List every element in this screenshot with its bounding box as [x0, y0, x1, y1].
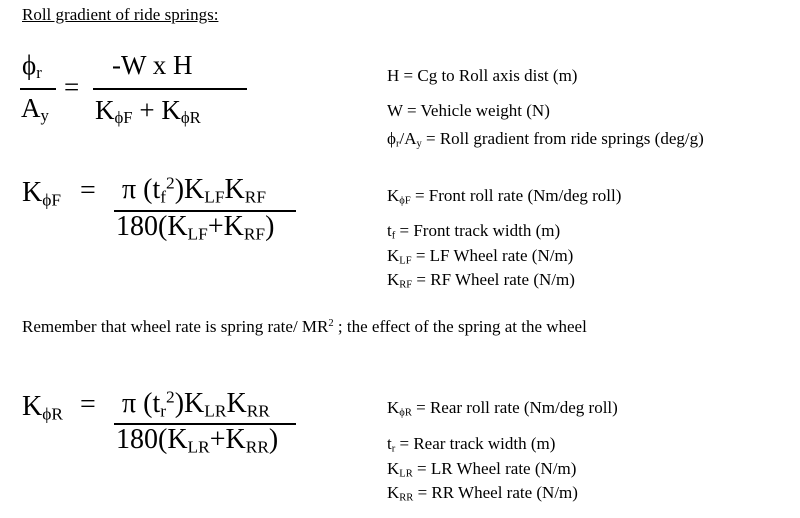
- rhs-numerator: -W x H: [112, 50, 193, 80]
- lhs-fraction-bar: [20, 88, 56, 90]
- numerator: π $(t_f^2)K_{LF}K_{RF}$: [122, 173, 266, 207]
- legend-item: H = Cg to Roll axis dist (m): [387, 66, 578, 85]
- section-heading: Roll gradient of ride springs:: [22, 5, 219, 24]
- equals-sign: =: [80, 389, 96, 420]
- denominator: $180(K_{LR}+K_{RR})$: [116, 424, 279, 457]
- rhs-denominator: $K_{\phi F} + K_{\phi R}$: [95, 95, 201, 128]
- lhs-term: $K_{\phi R}$: [22, 391, 63, 424]
- lhs-numerator: $\phi_r$: [22, 50, 42, 83]
- lhs-term: $K_{\phi F}$: [22, 177, 62, 210]
- rhs-fraction-bar: [93, 88, 247, 90]
- legend-item: $K_{RR}$ = RR Wheel rate (N/m): [387, 483, 578, 504]
- equals-sign: =: [64, 72, 80, 102]
- denominator: $180(K_{LF}+K_{RF})$: [116, 211, 275, 244]
- legend-item: $K_{\phi R}$ = Rear roll rate (Nm/deg roll): [387, 398, 618, 419]
- lhs-denominator: $A_y$: [21, 93, 49, 126]
- remember-note: Remember that wheel rate is spring rate/ $MR^2$ ; the effect of the spring at the wheel: [22, 317, 587, 336]
- legend-item: W = Vehicle weight (N): [387, 101, 550, 120]
- equals-sign: =: [80, 175, 96, 206]
- legend-item: $t_r$ = Rear track width (m): [387, 434, 556, 455]
- legend-item: $K_{LR}$ = LR Wheel rate (N/m): [387, 459, 577, 480]
- legend-item: $t_f$ = Front track width (m): [387, 221, 561, 242]
- legend-item: $K_{RF}$ = RF Wheel rate (N/m): [387, 270, 575, 291]
- legend-item: $\phi_r/A_y$ = Roll gradient from ride springs (deg/g): [387, 129, 704, 150]
- legend-item: $K_{LF}$ = LF Wheel rate (N/m): [387, 246, 574, 267]
- numerator: π $(t_r^2)K_{LR}K_{RR}$: [122, 387, 270, 421]
- legend-item: $K_{\phi F}$ = Front roll rate (Nm/deg roll): [387, 186, 622, 207]
